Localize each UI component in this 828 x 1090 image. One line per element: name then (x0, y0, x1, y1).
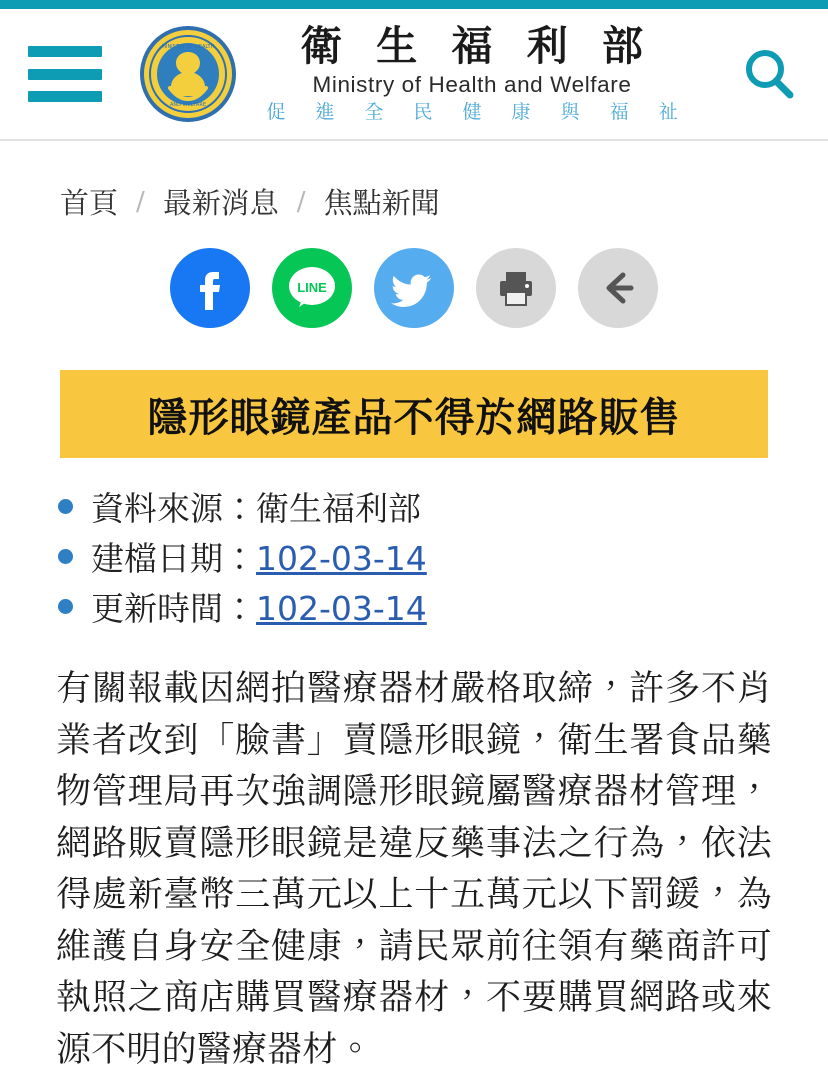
line-share-button[interactable] (272, 248, 352, 328)
site-title-chinese: 衛 生 福 利 部 (300, 21, 654, 70)
print-button[interactable] (476, 248, 556, 328)
meta-label-source: 資料來源： (91, 489, 256, 528)
site-branding[interactable] (92, 21, 738, 124)
breadcrumb (0, 141, 828, 222)
hamburger-bar-1 (28, 46, 102, 57)
breadcrumb-separator-2: / (296, 186, 306, 217)
breadcrumb-separator: / (136, 186, 145, 217)
svg-text:AND WELFARE: AND WELFARE (170, 102, 207, 108)
article-body: 有關報載因網拍醫療器材嚴格取締，許多不肖業者改到「臉書」賣隱形眼鏡，衛生署食品藥物管理局再次強調隱形眼鏡屬醫療器材管理，網路販賣隱形眼鏡是違反藥事法之行為，依法得處新臺幣三萬元以上十五萬元以下罰鍰，為維護自身安全健康，請民眾前往領有藥商許可執照之商店購買醫療器材，不要購買網路或來源不明的醫療器材。 (56, 669, 772, 1070)
hamburger-bar-2 (28, 69, 102, 80)
breadcrumb-item-home[interactable]: 首頁 (60, 186, 119, 220)
svg-text:MINISTRY OF HEALTH: MINISTRY OF HEALTH (161, 44, 215, 50)
breadcrumb-item-focus-news[interactable]: 焦點新聞 (323, 186, 440, 220)
ministry-emblem-icon (140, 26, 236, 122)
back-button[interactable] (578, 248, 658, 328)
hamburger-bar-3 (28, 91, 102, 102)
search-icon[interactable] (738, 43, 800, 105)
share-toolbar (0, 248, 828, 328)
meta-value-created-date[interactable]: 102-03-14 (256, 539, 427, 579)
meta-label-created-date: 建檔日期： (91, 539, 256, 579)
svg-text:LINE: LINE (297, 280, 327, 295)
meta-item-updated-date (58, 584, 828, 634)
meta-item-source (58, 484, 828, 534)
page-title: 隱形眼鏡產品不得於網路販售 (147, 394, 681, 441)
meta-value-updated-date[interactable]: 102-03-14 (256, 589, 427, 629)
hamburger-menu-icon[interactable] (28, 46, 102, 102)
bullet-icon (58, 499, 73, 514)
bullet-icon (58, 549, 73, 564)
meta-item-created-date (58, 534, 828, 584)
site-slogan: 促 進 全 民 健 康 與 福 祉 (266, 101, 690, 124)
site-header (0, 9, 828, 141)
top-accent-bar (0, 0, 828, 9)
meta-value-source: 衛生福利部 (256, 489, 421, 528)
breadcrumb-item-news[interactable]: 最新消息 (162, 186, 279, 220)
twitter-share-button[interactable] (374, 248, 454, 328)
article-title-banner (60, 370, 768, 458)
brand-text-block (254, 21, 690, 124)
bullet-icon (58, 599, 73, 614)
article-meta-list (0, 484, 828, 634)
facebook-share-button[interactable] (170, 248, 250, 328)
site-title-english: Ministry of Health and Welfare (312, 71, 632, 97)
meta-label-updated-date: 更新時間： (91, 589, 256, 629)
